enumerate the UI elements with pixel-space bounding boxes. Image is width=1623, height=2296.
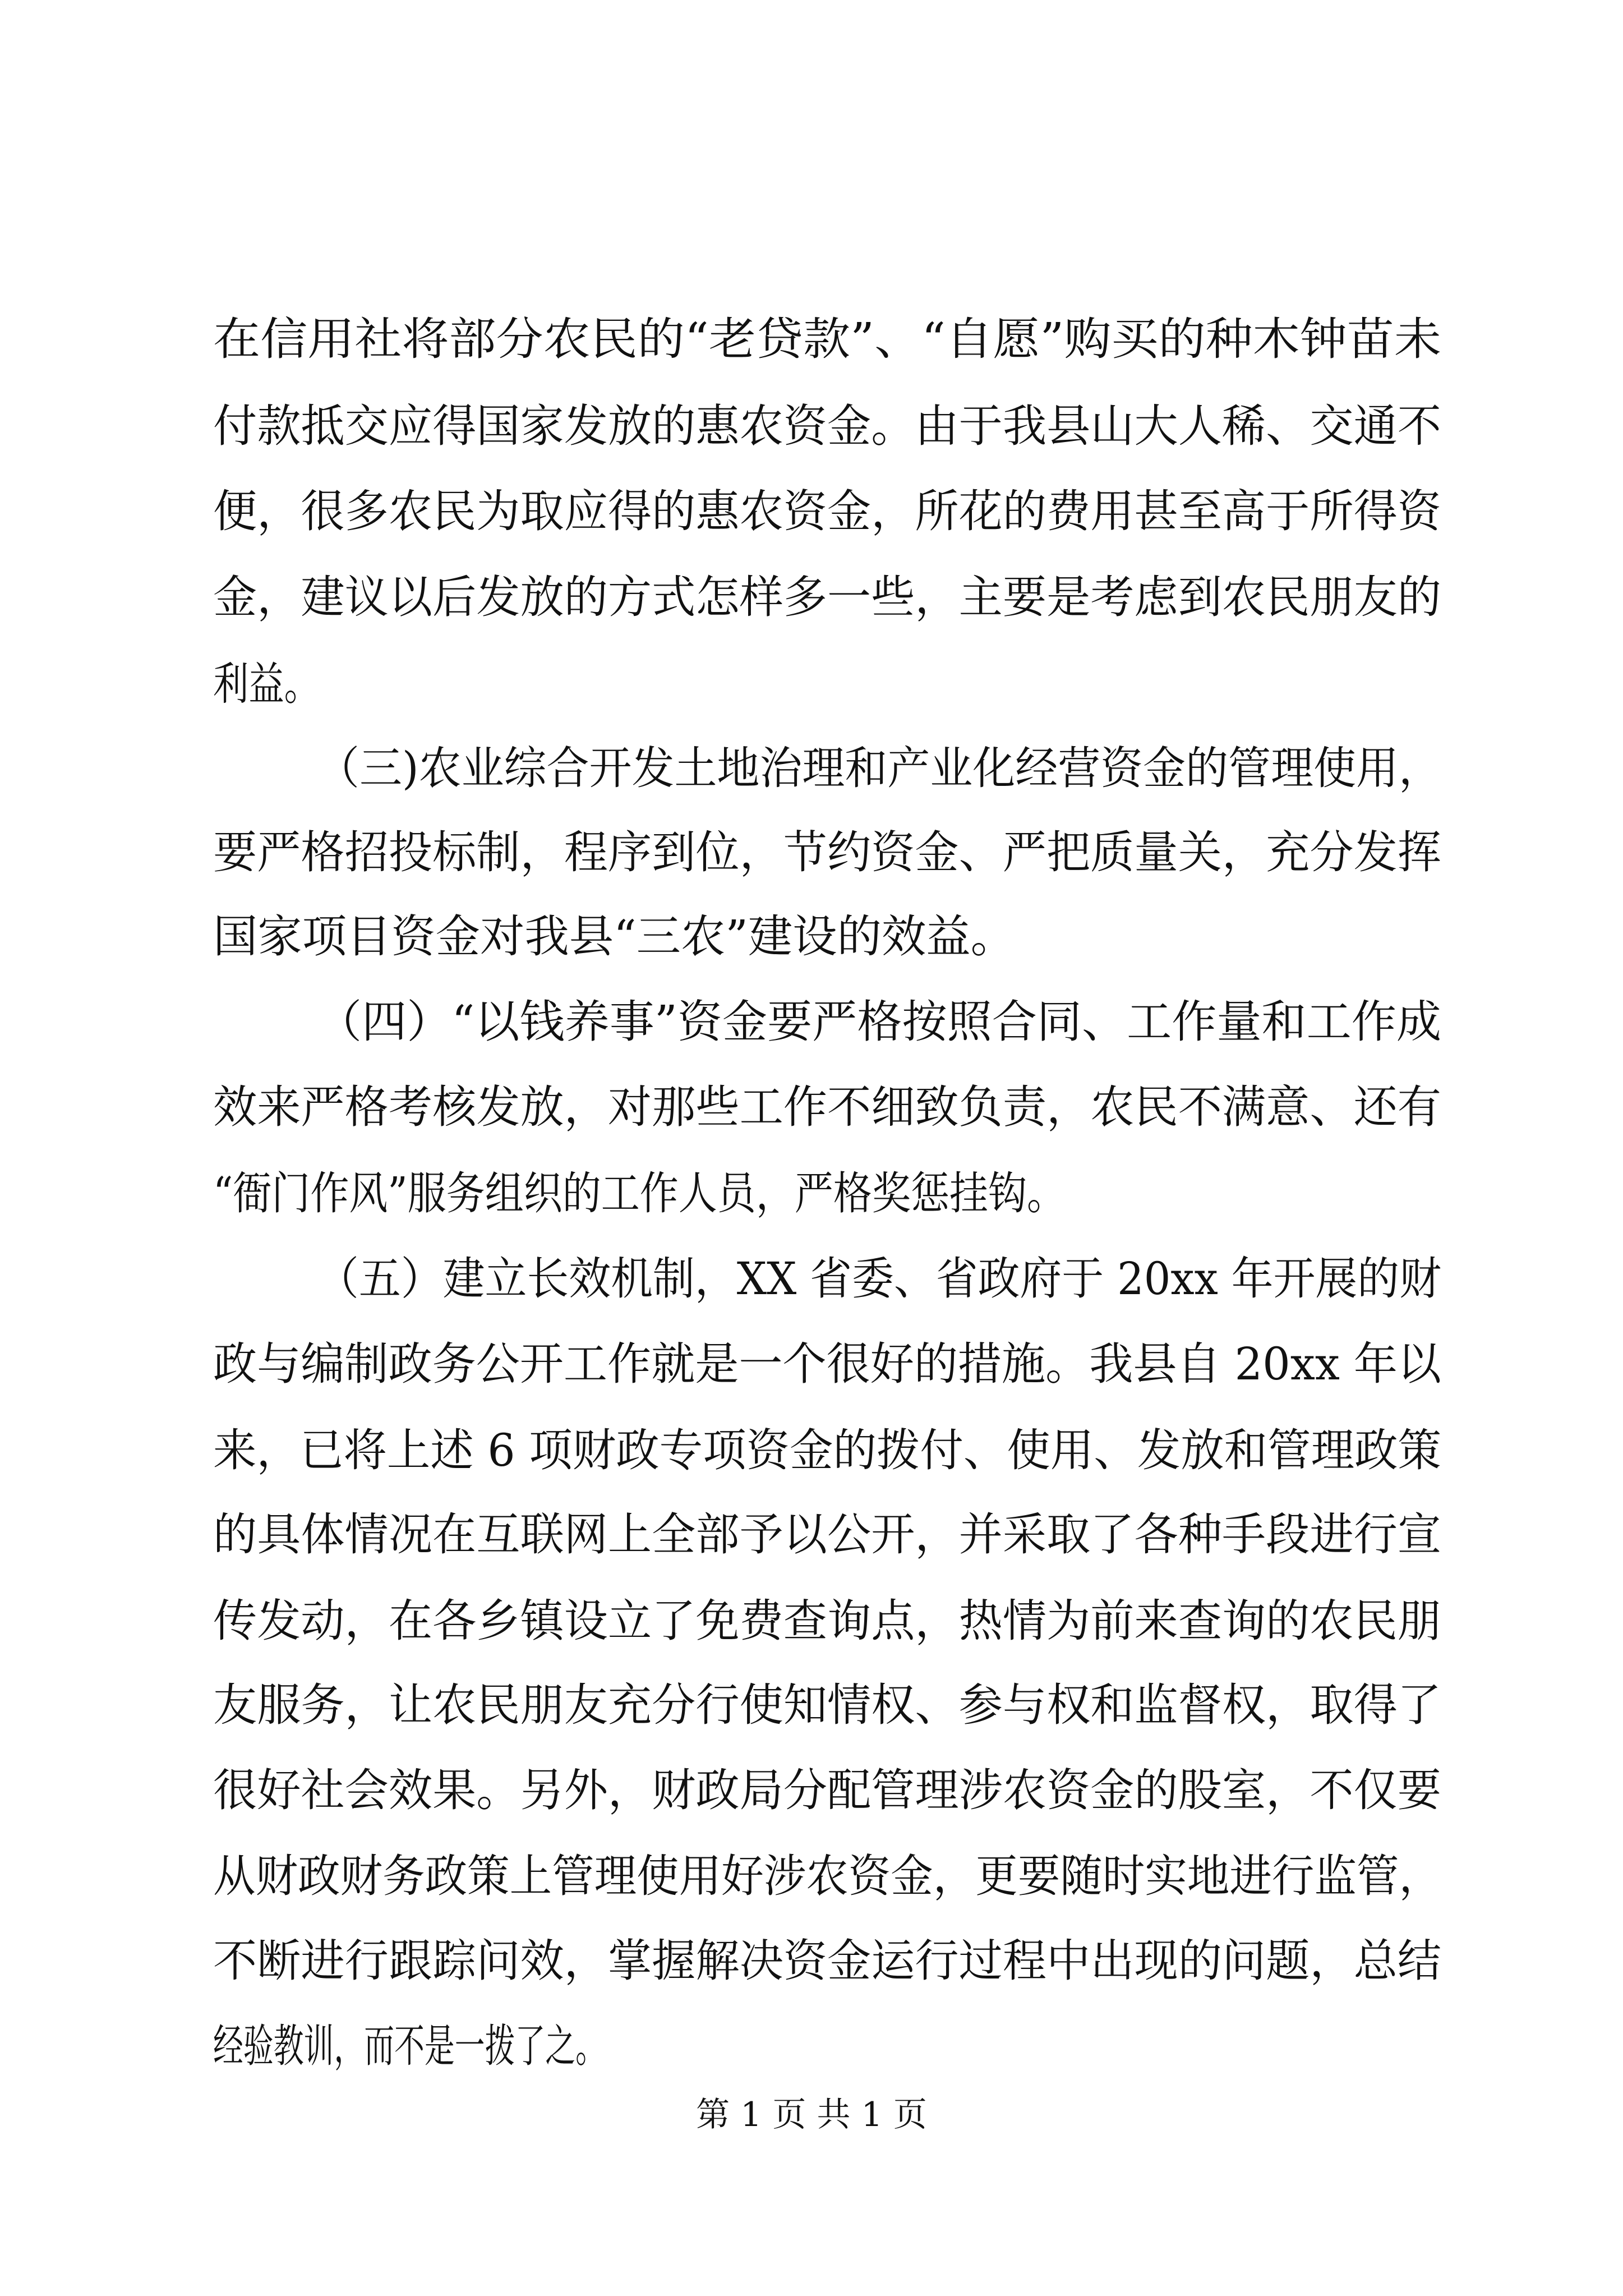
body-text-line xyxy=(0,994,1623,1050)
body-text-line xyxy=(0,656,1623,712)
line-text: （四）“以钱养事”资金要严格按照合同、工作量和工作成 xyxy=(317,996,1441,1048)
line-text: 政与编制政务公开工作就是一个很好的措施。我县自 20xx 年以 xyxy=(213,1338,1441,1390)
line-text: 的具体情况在互联网上全部予以公开，并采取了各种手段进行宣 xyxy=(213,1508,1441,1561)
body-text-line xyxy=(0,1593,1623,1649)
line-text: 传发动，在各乡镇设立了免费查询点，热情为前来查询的农民朋 xyxy=(213,1595,1441,1647)
line-text: 很好社会效果。另外，财政局分配管理涉农资金的股室，不仅要 xyxy=(213,1764,1441,1816)
body-text-line xyxy=(0,1336,1623,1392)
body-text-line xyxy=(0,484,1623,540)
body-text-line xyxy=(0,825,1623,881)
body-text-line xyxy=(0,311,1623,367)
line-text: 国家项目资金对我县“三农”建设的效益。 xyxy=(213,910,1015,963)
line-text: 友服务，让农民朋友充分行使知情权、参与权和监督权，取得了 xyxy=(213,1679,1441,1731)
body-text-line xyxy=(0,1166,1623,1222)
line-text: “衙门作风”服务组织的工作人员，严格奖惩挂钩。 xyxy=(213,1167,1066,1220)
line-text: （三)农业综合开发土地治理和产业化经营资金的管理使用， xyxy=(317,742,1441,794)
body-text-line xyxy=(0,1251,1623,1307)
body-text-line xyxy=(0,1848,1623,1904)
body-text-line xyxy=(0,569,1623,625)
page-footer: 第 1 页 共 1 页 xyxy=(696,2095,927,2134)
line-text: 在信用社将部分农民的“老贷款”、“自愿”购买的种木钟苗未 xyxy=(213,313,1441,365)
body-text-line xyxy=(0,1677,1623,1733)
line-text: 效来严格考核发放，对那些工作不细致负责，农民不满意、还有 xyxy=(213,1081,1441,1133)
line-text: 从财政财务政策上管理使用好涉农资金，更要随时实地进行监管， xyxy=(213,1850,1441,1902)
body-text-line xyxy=(0,740,1623,797)
line-text: 便，很多农民为取应得的惠农资金，所花的费用甚至高于所得资 xyxy=(213,485,1441,537)
body-text-line xyxy=(0,1933,1623,1989)
body-text-line xyxy=(0,398,1623,454)
body-text-line xyxy=(0,1423,1623,1479)
line-text: 经验教训，而不是一拨了之。 xyxy=(213,2020,606,2072)
body-text-line xyxy=(0,1079,1623,1135)
body-text-line xyxy=(0,2018,1623,2074)
body-text-line xyxy=(0,1763,1623,1819)
line-text: 要严格招投标制，程序到位，节约资金、严把质量关，充分发挥 xyxy=(213,826,1441,878)
line-text: 利益。 xyxy=(213,658,320,710)
body-text-line xyxy=(0,909,1623,965)
line-text: （五）建立长效机制，XX 省委、省政府于 20xx 年开展的财 xyxy=(317,1253,1441,1305)
body-text-line xyxy=(0,1507,1623,1563)
line-text: 不断进行跟踪问效，掌握解决资金运行过程中出现的问题，总结 xyxy=(213,1935,1441,1987)
line-text: 来，已将上述 6 项财政专项资金的拨付、使用、发放和管理政策 xyxy=(213,1424,1441,1476)
line-text: 付款抵交应得国家发放的惠农资金。由于我县山大人稀、交通不 xyxy=(213,400,1441,452)
line-text: 金，建议以后发放的方式怎样多一些，主要是考虑到农民朋友的 xyxy=(213,571,1441,623)
